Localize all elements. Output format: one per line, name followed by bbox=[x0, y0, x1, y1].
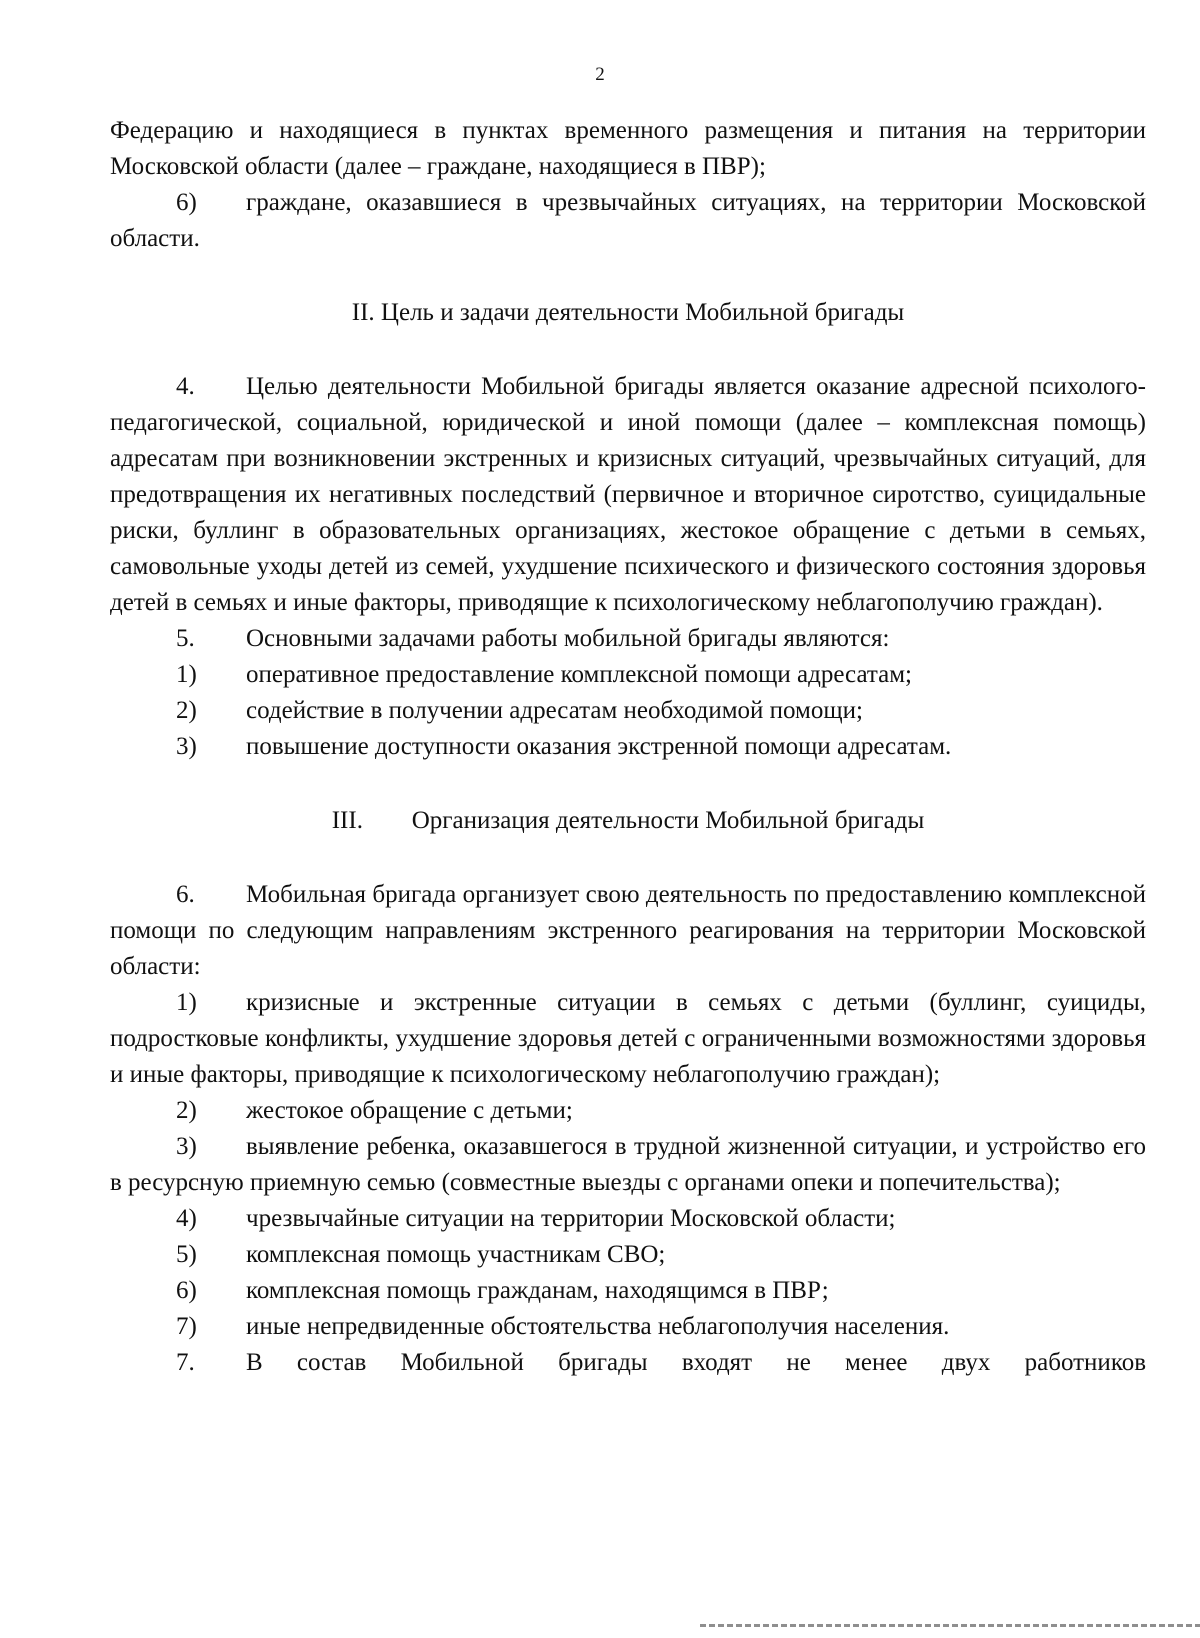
page-number: 2 bbox=[595, 64, 605, 85]
list-item-text: выявление ребенка, оказавшегося в трудной жизненной ситуации, и устройство его в ресурсную приемную семью (совместные выезды с органами опеки и попечительства); bbox=[110, 1133, 1146, 1196]
section-title: Организация деятельности Мобильной бригады bbox=[411, 807, 925, 834]
document-body bbox=[110, 113, 1146, 1381]
paragraph-text: Целью деятельности Мобильной бригады является оказание адресной психолого-педагогической, социальной, юридической и иной помощи (далее – комплексная помощь) адресатам при возникновении экстренных и кризисных ситуаций, чрезвычайных ситуаций, для предотвращения их негативных последствий (первичное и вторичное сиротство, суицидальные риски, буллинг в образовательных организациях, жестокое обращение с детьми в семьях, самовольные уходы детей из семей, ухудшение психического и физического состояния здоровья детей в семьях и иные факторы, приводящие к психологическому неблагополучию граждан). bbox=[110, 373, 1146, 616]
list-number: 6) bbox=[176, 1277, 197, 1304]
paragraph-number: 7. bbox=[176, 1349, 195, 1376]
list-item-text: повышение доступности оказания экстренной помощи адресатам. bbox=[246, 733, 952, 760]
direction-item bbox=[110, 1273, 1146, 1309]
paragraph-text: В состав Мобильной бригады входят не менее двух работников bbox=[246, 1349, 1146, 1376]
list-number: 3) bbox=[176, 733, 197, 760]
list-number: 1) bbox=[176, 989, 197, 1016]
list-number: 6) bbox=[176, 189, 197, 216]
direction-item bbox=[110, 985, 1146, 1093]
paragraph-number: 4. bbox=[176, 373, 195, 400]
list-number: 4) bbox=[176, 1205, 197, 1232]
paragraph-text: Основными задачами работы мобильной бригады являются: bbox=[246, 625, 890, 652]
section-2-heading: II. Цель и задачи деятельности Мобильной бригады bbox=[351, 299, 905, 326]
paragraph-4-goal bbox=[110, 369, 1146, 621]
paragraph-5-tasks bbox=[110, 621, 1146, 657]
direction-item bbox=[110, 1237, 1146, 1273]
paragraph-number: 5. bbox=[176, 625, 195, 652]
direction-item bbox=[110, 1093, 1146, 1129]
list-item-text: иные непредвиденные обстоятельства неблагополучия населения. bbox=[246, 1313, 950, 1340]
list-item-text: комплексная помощь участникам СВО; bbox=[246, 1241, 666, 1268]
direction-item bbox=[110, 1201, 1146, 1237]
list-number: 2) bbox=[176, 1097, 197, 1124]
task-item bbox=[110, 693, 1146, 729]
paragraph-6-directions bbox=[110, 877, 1146, 985]
section-3-heading bbox=[110, 803, 1146, 839]
paragraph-7-composition bbox=[110, 1345, 1146, 1381]
list-item-text: содействие в получении адресатам необходимой помощи; bbox=[246, 697, 863, 724]
list-number: 3) bbox=[176, 1133, 197, 1160]
list-item-text: граждане, оказавшиеся в чрезвычайных ситуациях, на территории Московской области. bbox=[110, 189, 1146, 252]
task-item bbox=[110, 657, 1146, 693]
paragraph-number: 6. bbox=[176, 881, 195, 908]
list-number: 5) bbox=[176, 1241, 197, 1268]
list-item-text: чрезвычайные ситуации на территории Московской области; bbox=[246, 1205, 896, 1232]
list-item-text: комплексная помощь гражданам, находящимся в ПВР; bbox=[246, 1277, 829, 1304]
list-item-text: оперативное предоставление комплексной помощи адресатам; bbox=[246, 661, 913, 688]
list-number: 2) bbox=[176, 697, 197, 724]
list-item-text: кризисные и экстренные ситуации в семьях с детьми (буллинг, суициды, подростковые конфликты, ухудшение здоровья детей с ограниченными возможностями здоровья и иные факторы, приводящие к психологическому неблагополучию граждан); bbox=[110, 989, 1146, 1088]
task-item bbox=[110, 729, 1146, 765]
list-number: 7) bbox=[176, 1313, 197, 1340]
direction-item bbox=[110, 1309, 1146, 1345]
scan-edge-artifact bbox=[700, 1624, 1200, 1627]
section-roman-numeral: III. bbox=[331, 807, 363, 834]
direction-item bbox=[110, 1129, 1146, 1201]
list-item-text: жестокое обращение с детьми; bbox=[246, 1097, 573, 1124]
paragraph-intro: Федерацию и находящиеся в пунктах временного размещения и питания на территории Московской области (далее – граждане, находящиеся в ПВР); bbox=[110, 117, 1146, 180]
paragraph-text: Мобильная бригада организует свою деятельность по предоставлению комплексной помощи по следующим направлениям экстренного реагирования на территории Московской области: bbox=[110, 881, 1146, 980]
list-item-6-citizens-emergency bbox=[110, 185, 1146, 257]
list-number: 1) bbox=[176, 661, 197, 688]
